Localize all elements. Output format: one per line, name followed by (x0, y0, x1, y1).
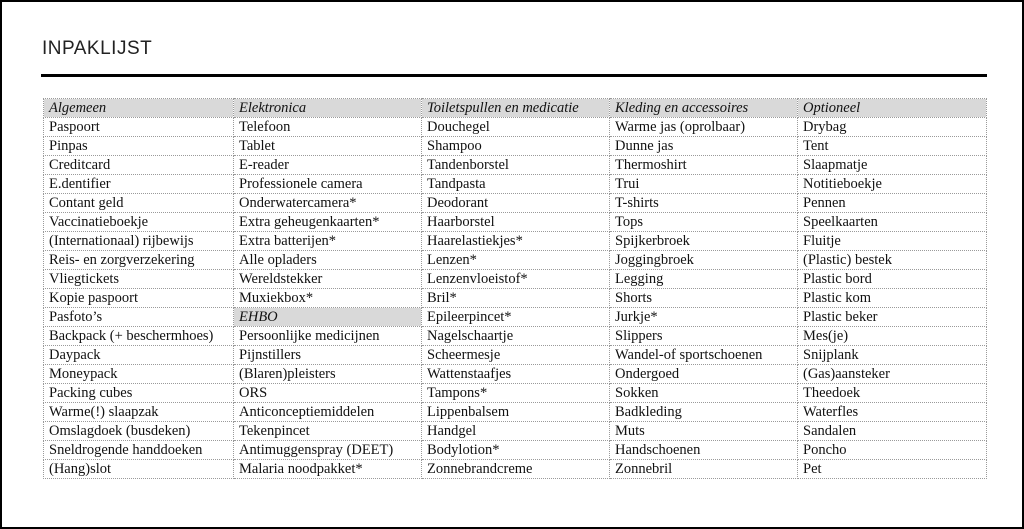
table-cell: Douchegel (422, 118, 610, 137)
table-cell: (Gas)aansteker (798, 365, 987, 384)
table-cell: (Internationaal) rijbewijs (44, 232, 234, 251)
table-cell: Theedoek (798, 384, 987, 403)
table-cell: Haarborstel (422, 213, 610, 232)
table-cell: Epileerpincet* (422, 308, 610, 327)
table-row (44, 289, 987, 308)
table-cell: Malaria noodpakket* (234, 460, 422, 479)
table-cell: Mes(je) (798, 327, 987, 346)
table-cell: Tandpasta (422, 175, 610, 194)
packing-list-table (43, 98, 987, 479)
table-cell: Extra geheugenkaarten* (234, 213, 422, 232)
table-cell: Antimuggenspray (DEET) (234, 441, 422, 460)
table-cell: Shampoo (422, 137, 610, 156)
table-cell: Tandenborstel (422, 156, 610, 175)
table-cell: Warme(!) slaapzak (44, 403, 234, 422)
table-row (44, 384, 987, 403)
table-cell: Shorts (610, 289, 798, 308)
table-row (44, 156, 987, 175)
table-cell: Telefoon (234, 118, 422, 137)
table-cell: Legging (610, 270, 798, 289)
table-cell: Waterfles (798, 403, 987, 422)
table-row (44, 460, 987, 479)
table-cell: Plastic kom (798, 289, 987, 308)
table-cell: Scheermesje (422, 346, 610, 365)
table-cell: Notitieboekje (798, 175, 987, 194)
table-cell: Bril* (422, 289, 610, 308)
table-cell: Handgel (422, 422, 610, 441)
table-cell: Reis- en zorgverzekering (44, 251, 234, 270)
table-cell: Handschoenen (610, 441, 798, 460)
table-row (44, 327, 987, 346)
table-cell: Muxiekbox* (234, 289, 422, 308)
table-cell: Daypack (44, 346, 234, 365)
table-cell: ORS (234, 384, 422, 403)
table-cell: Vliegtickets (44, 270, 234, 289)
table-cell: Zonnebril (610, 460, 798, 479)
table-cell: Contant geld (44, 194, 234, 213)
table-cell: Muts (610, 422, 798, 441)
table-cell: Pennen (798, 194, 987, 213)
table-cell: Omslagdoek (busdeken) (44, 422, 234, 441)
table-row (44, 441, 987, 460)
table-cell: Warme jas (oprolbaar) (610, 118, 798, 137)
table-cell: Lenzenvloeistof* (422, 270, 610, 289)
table-row (44, 251, 987, 270)
table-cell: Fluitje (798, 232, 987, 251)
header-row (44, 99, 987, 118)
table-cell: Spijkerbroek (610, 232, 798, 251)
column-header-elektronica: Elektronica (234, 99, 422, 118)
table-cell: Lenzen* (422, 251, 610, 270)
table-cell: (Blaren)pleisters (234, 365, 422, 384)
table-cell: Nagelschaartje (422, 327, 610, 346)
table-cell: Pijnstillers (234, 346, 422, 365)
page-title: INPAKLIJST (42, 38, 153, 59)
table-cell: Lippenbalsem (422, 403, 610, 422)
table-cell: Wattenstaafjes (422, 365, 610, 384)
table-cell: Tekenpincet (234, 422, 422, 441)
table-row (44, 308, 987, 327)
table-cell: Plastic bord (798, 270, 987, 289)
table-cell: Trui (610, 175, 798, 194)
table-cell: Speelkaarten (798, 213, 987, 232)
table-cell: Tampons* (422, 384, 610, 403)
table-cell: Creditcard (44, 156, 234, 175)
table-row (44, 118, 987, 137)
table-row (44, 232, 987, 251)
table-cell: Wereldstekker (234, 270, 422, 289)
table-row (44, 270, 987, 289)
table-cell: Badkleding (610, 403, 798, 422)
table-cell: Alle opladers (234, 251, 422, 270)
table-cell: Tent (798, 137, 987, 156)
table-cell: Backpack (+ beschermhoes) (44, 327, 234, 346)
table-row (44, 403, 987, 422)
table-row (44, 137, 987, 156)
table-cell: Sneldrogende handdoeken (44, 441, 234, 460)
table-body (44, 118, 987, 479)
table-cell: Tablet (234, 137, 422, 156)
column-header-algemeen: Algemeen (44, 99, 234, 118)
table-cell: (Hang)slot (44, 460, 234, 479)
table-cell: Packing cubes (44, 384, 234, 403)
table-cell: E-reader (234, 156, 422, 175)
table-cell: Professionele camera (234, 175, 422, 194)
table-row (44, 422, 987, 441)
table-cell: Paspoort (44, 118, 234, 137)
table-cell: Sokken (610, 384, 798, 403)
table-cell: Tops (610, 213, 798, 232)
table-row (44, 194, 987, 213)
table-cell: Drybag (798, 118, 987, 137)
table-cell: Slaapmatje (798, 156, 987, 175)
table-cell: (Plastic) bestek (798, 251, 987, 270)
table-cell: Jurkje* (610, 308, 798, 327)
table-cell: Bodylotion* (422, 441, 610, 460)
column-header-kleding: Kleding en accessoires (610, 99, 798, 118)
table-cell: Vaccinatieboekje (44, 213, 234, 232)
table-row (44, 175, 987, 194)
table-cell: Poncho (798, 441, 987, 460)
table-cell: Snijplank (798, 346, 987, 365)
table-cell: E.dentifier (44, 175, 234, 194)
table-cell: Slippers (610, 327, 798, 346)
table-cell: T-shirts (610, 194, 798, 213)
table-cell: Deodorant (422, 194, 610, 213)
table-cell: Moneypack (44, 365, 234, 384)
table-cell: Kopie paspoort (44, 289, 234, 308)
table-cell: EHBO (234, 308, 422, 327)
table-cell: Joggingbroek (610, 251, 798, 270)
table-row (44, 346, 987, 365)
table-cell: Plastic beker (798, 308, 987, 327)
table-cell: Ondergoed (610, 365, 798, 384)
table-cell: Pasfoto’s (44, 308, 234, 327)
table-row (44, 365, 987, 384)
table-row (44, 213, 987, 232)
table-cell: Thermoshirt (610, 156, 798, 175)
table-cell: Anticonceptiemiddelen (234, 403, 422, 422)
title-rule (41, 74, 987, 77)
table-cell: Haarelastiekjes* (422, 232, 610, 251)
column-header-optioneel: Optioneel (798, 99, 987, 118)
table-cell: Persoonlijke medicijnen (234, 327, 422, 346)
table-cell: Dunne jas (610, 137, 798, 156)
table-cell: Sandalen (798, 422, 987, 441)
table-cell: Wandel-of sportschoenen (610, 346, 798, 365)
table-cell: Pinpas (44, 137, 234, 156)
table-cell: Extra batterijen* (234, 232, 422, 251)
table-cell: Zonnebrandcreme (422, 460, 610, 479)
table-cell: Onderwatercamera* (234, 194, 422, 213)
column-header-toiletspullen: Toiletspullen en medicatie (422, 99, 610, 118)
table-cell: Pet (798, 460, 987, 479)
